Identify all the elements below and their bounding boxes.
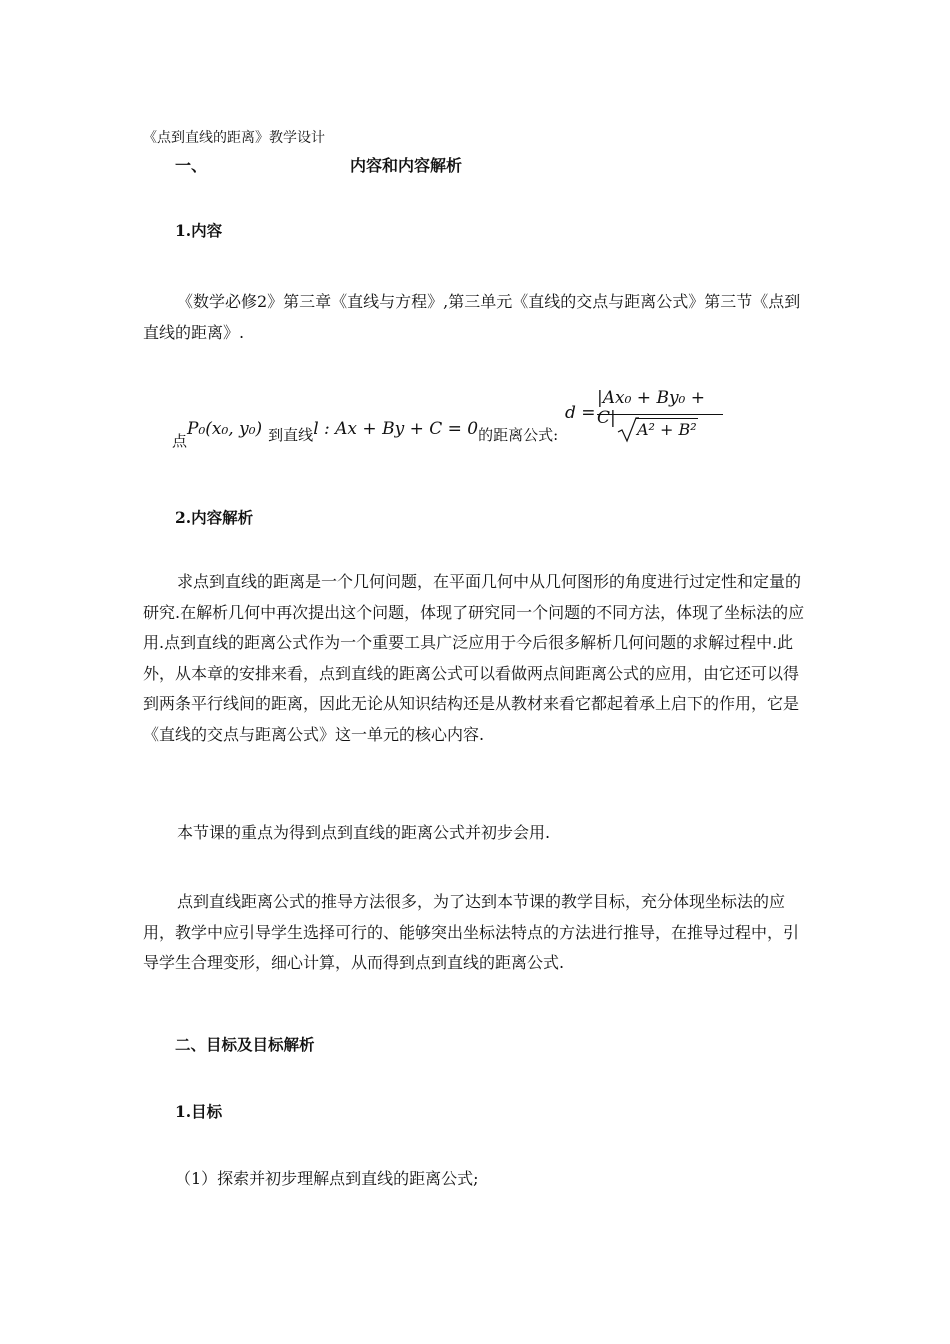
formula-sentence xyxy=(172,419,559,450)
formula-suffix: 的距离公式: xyxy=(478,426,559,444)
goal-item-1: （1）探索并初步理解点到直线的距离公式; xyxy=(175,1169,479,1188)
formula-numerator: |Ax₀ + By₀ + C| xyxy=(597,388,706,428)
formula-lhs: d = xyxy=(565,403,596,423)
formula-line-eq: l : Ax + By + C = 0 xyxy=(313,419,479,439)
paragraph-content: 《数学必修2》第三章《直线与方程》,第三单元《直线的交点与距离公式》第三节《点到直线的距离》. xyxy=(143,292,801,342)
paragraph-focus: 本节课的重点为得到点到直线的距离公式并初步会用. xyxy=(177,823,551,842)
document-title: 《点到直线的距离》教学设计 xyxy=(143,130,325,146)
formula-mid: 到直线 xyxy=(268,426,314,444)
section-1-number: 一、 xyxy=(175,156,208,175)
section-2-title: 二、目标及目标解析 xyxy=(175,1035,315,1054)
paragraph-analysis: 求点到直线的距离是一个几何问题，在平面几何中从几何图形的角度进行过定性和定量的研究.在解析几何中再次提出这个问题，体现了研究同一个问题的不同方法，体现了坐标法的应用.点到直线的距离公式作为一个重要工具广泛应用于今后很多解析几何问题的求解过程中.此外，从本章的安排来看，点到直线的距离公式可以看做两点间距离公式的应用，由它还可以得到两条平行线间的距离，因此无论从知识结构还是从教材来看它都起着承上启下的作用，它是《直线的交点与距离公式》这一单元的核心内容. xyxy=(143,572,805,744)
subheading-analysis: 2.内容解析 xyxy=(175,508,254,527)
formula-denominator: A² + B² xyxy=(637,420,697,439)
fraction-bar xyxy=(597,414,723,415)
sqrt-icon xyxy=(617,416,639,444)
formula-prefix: 点 xyxy=(172,432,188,450)
sqrt-bar xyxy=(636,418,698,419)
formula-point: P₀(x₀, y₀) xyxy=(187,419,263,439)
subheading-goals: 1.目标 xyxy=(175,1102,223,1121)
subheading-content: 1.内容 xyxy=(175,221,223,240)
paragraph-method: 点到直线距离公式的推导方法很多，为了达到本节课的教学目标，充分体现坐标法的应用，教学中应引导学生选择可行的、能够突出坐标法特点的方法进行推导，在推导过程中，引导学生合理变形，细心计算，从而得到点到直线的距离公式. xyxy=(143,892,800,972)
distance-formula xyxy=(565,386,725,446)
section-1-title: 内容和内容解析 xyxy=(350,156,463,175)
